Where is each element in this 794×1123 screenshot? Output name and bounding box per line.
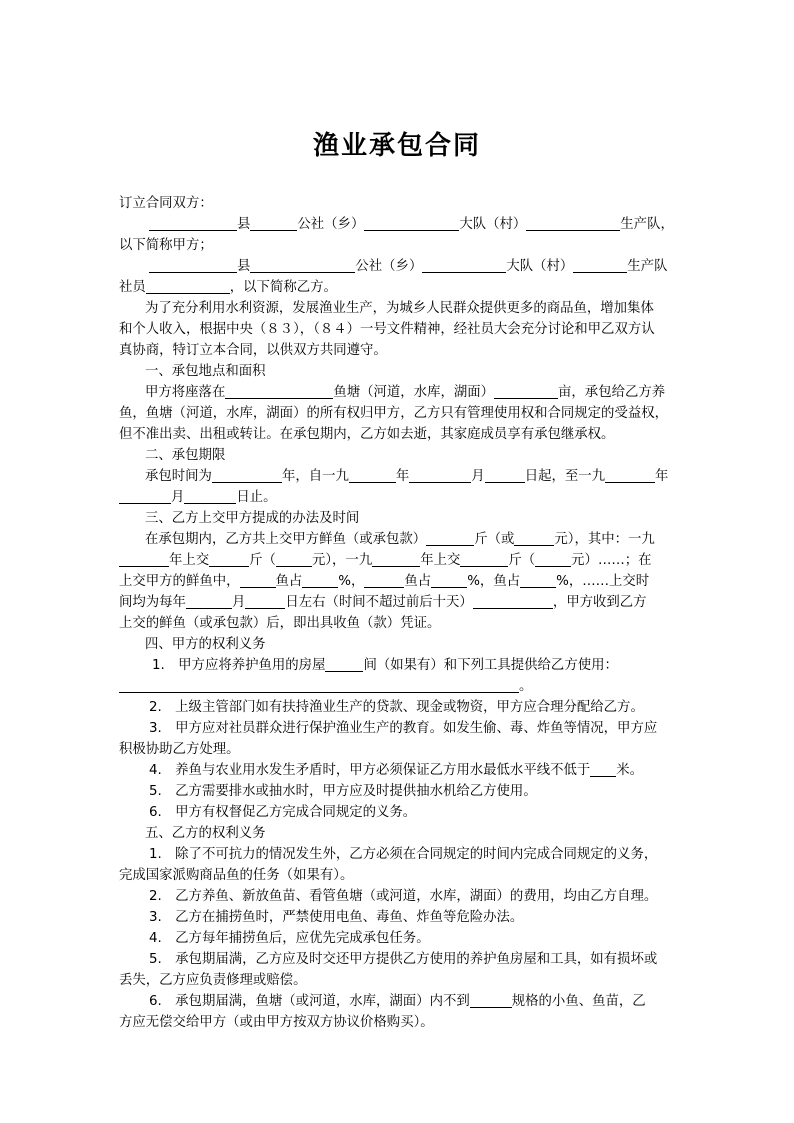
text-segment: 5. 乙方需要排水或抽水时，甲方应及时提供抽水机给乙方使用。	[149, 784, 537, 799]
text-segment: 四、甲方的权利义务	[145, 637, 266, 652]
fill-in-blank[interactable]	[240, 573, 276, 588]
text-line	[119, 362, 679, 382]
text-line	[119, 845, 679, 865]
text-line	[119, 572, 679, 592]
text-segment: 月	[231, 595, 246, 610]
text-segment: 年，自一九	[281, 469, 349, 484]
fill-in-blank[interactable]	[250, 216, 297, 231]
text-segment: 斤（	[249, 553, 276, 568]
fill-in-blank[interactable]	[535, 552, 571, 567]
text-line	[119, 593, 679, 613]
fill-in-blank[interactable]	[460, 552, 508, 567]
text-segment: 二、承包期限	[145, 448, 226, 463]
text-segment: 完成国家派购商品鱼的任务（如果有）。	[119, 868, 354, 883]
text-segment: 公社（乡）	[297, 217, 365, 232]
text-segment: 县	[237, 259, 251, 274]
fill-in-blank[interactable]	[409, 468, 471, 483]
fill-in-blank[interactable]	[325, 657, 363, 672]
text-line	[119, 299, 679, 319]
text-line	[119, 971, 679, 991]
fill-in-blank[interactable]	[526, 216, 620, 231]
text-line	[119, 530, 679, 550]
text-segment: 月	[471, 469, 485, 484]
text-segment: 日左右（时间不超过前后十天）	[285, 595, 473, 610]
text-line	[119, 761, 679, 781]
text-line	[119, 908, 679, 928]
text-segment: 积极协助乙方处理。	[119, 742, 240, 757]
fill-in-blank[interactable]	[149, 216, 237, 231]
fill-in-blank[interactable]	[422, 258, 506, 273]
text-segment: 和个人收入，根据中央（８３），（８４）一号文件精神，经社员大会充分讨论和甲乙双方认	[119, 322, 655, 337]
text-segment: 2. 乙方养鱼、新放鱼苗、看管鱼塘（或河道，水库，湖面）的费用，均由乙方自理。	[149, 889, 658, 904]
fill-in-blank[interactable]	[605, 468, 655, 483]
fill-in-blank[interactable]	[514, 531, 554, 546]
text-segment: 鱼塘（河道，水库，湖面）	[333, 385, 495, 400]
text-segment: 4. 乙方每年捕捞鱼后，应优先完成承包任务。	[149, 931, 430, 946]
text-segment: 县	[237, 217, 251, 232]
text-line	[119, 551, 679, 571]
text-segment: %，鱼占	[467, 574, 521, 589]
text-segment: 日起，至一九	[524, 469, 606, 484]
text-segment: 三、乙方上交甲方提成的办法及时间	[145, 511, 360, 526]
fill-in-blank[interactable]	[372, 552, 420, 567]
text-segment: 6. 甲方有权督促乙方完成合同规定的义务。	[149, 805, 417, 820]
fill-in-blank[interactable]	[349, 468, 396, 483]
text-segment: 亩，承包给乙方养	[558, 385, 666, 400]
text-segment: 真协商，特订立本合同，以供双方共同遵守。	[119, 343, 387, 358]
text-segment: 鱼，鱼塘（河道，水库，湖面）的所有权归甲方，乙方只有管理使用权和合同规定的受益权，	[119, 406, 669, 421]
fill-in-blank[interactable]	[302, 573, 338, 588]
text-segment: 斤（或	[474, 532, 515, 547]
fill-in-blank[interactable]	[364, 216, 459, 231]
text-segment: 斤（	[508, 553, 536, 568]
text-line	[119, 740, 679, 760]
text-segment: ，以下简称乙方。	[229, 280, 337, 295]
text-segment: 元），其中：一九	[554, 532, 655, 547]
text-line	[119, 824, 679, 844]
text-segment: 日止。	[236, 490, 277, 505]
text-segment: 元）……；在	[571, 553, 652, 568]
fill-in-blank[interactable]	[119, 552, 169, 567]
text-segment: 方应无偿交给甲方（或由甲方按双方协议价格购买）。	[119, 1015, 434, 1030]
text-segment: 年上交	[420, 553, 461, 568]
text-segment: 大队（村）	[506, 259, 574, 274]
text-line	[119, 887, 679, 907]
text-segment: 。	[519, 679, 533, 694]
text-segment: 年	[395, 469, 410, 484]
text-line	[119, 488, 679, 508]
text-segment: 1. 除了不可抗力的情况发生外，乙方必须在合同规定的时间内完成合同规定的义务，	[149, 847, 658, 862]
text-segment: 上交的鲜鱼（或承包款）后，即出具收鱼（款）凭证。	[119, 616, 441, 631]
text-segment: 以下简称甲方；	[119, 238, 213, 253]
fill-in-blank[interactable]	[473, 594, 553, 609]
text-line	[119, 656, 679, 676]
fill-in-blank[interactable]	[520, 573, 556, 588]
text-segment: 规格的小鱼、鱼苗，乙	[511, 994, 646, 1009]
fill-in-blank[interactable]	[186, 594, 232, 609]
fill-in-blank[interactable]	[494, 384, 558, 399]
text-segment: 米。	[616, 763, 644, 778]
text-segment: 承包时间为	[145, 469, 212, 484]
text-segment: 一、承包地点和面积	[145, 364, 266, 379]
fill-in-blank[interactable]	[245, 594, 285, 609]
text-segment: 五、乙方的权利义务	[145, 826, 266, 841]
text-segment: 5. 承包期届满，乙方应及时交还甲方提供乙方使用的养护鱼房屋和工具，如有损坏或	[149, 952, 658, 967]
fill-in-blank[interactable]	[119, 678, 519, 693]
text-line	[119, 320, 679, 340]
text-segment: 月	[171, 490, 185, 505]
text-segment: 在承包期内，乙方共上交甲方鲜鱼（或承包款）	[145, 532, 427, 547]
fill-in-blank[interactable]	[276, 552, 312, 567]
text-line	[119, 677, 679, 697]
text-line	[119, 614, 679, 634]
text-segment: 间（如果有）和下列工具提供给乙方使用：	[363, 658, 618, 673]
text-segment: 生产队	[627, 259, 668, 274]
text-segment: 1. 甲方应将养护鱼用的房屋	[152, 658, 326, 673]
text-segment: 年	[655, 469, 669, 484]
text-line	[119, 1013, 679, 1033]
text-line	[119, 194, 679, 214]
fill-in-blank[interactable]	[184, 489, 236, 504]
text-line	[119, 698, 679, 718]
text-line	[119, 866, 679, 886]
text-line	[119, 803, 679, 823]
text-segment: 公社（乡）	[355, 259, 423, 274]
text-line	[119, 236, 679, 256]
text-line	[119, 257, 679, 277]
text-line	[119, 509, 679, 529]
text-segment: 甲方将座落在	[145, 385, 226, 400]
text-segment: ，甲方收到乙方	[552, 595, 647, 610]
text-segment: 社员	[119, 280, 146, 295]
text-line	[119, 992, 679, 1012]
text-segment: 年上交	[169, 553, 210, 568]
text-segment: 大队（村）	[459, 217, 527, 232]
fill-in-blank[interactable]	[573, 258, 627, 273]
fill-in-blank[interactable]	[149, 258, 237, 273]
text-segment: 间均为每年	[119, 595, 186, 610]
fill-in-blank[interactable]	[209, 552, 249, 567]
fill-in-blank[interactable]	[470, 993, 512, 1008]
text-line	[119, 635, 679, 655]
document-title: 渔业承包合同	[312, 131, 481, 161]
text-segment: 为了充分利用水利资源，发展渔业生产，为城乡人民群众提供更多的商品鱼，增加集体	[145, 301, 654, 316]
text-segment: 上交甲方的鲜鱼中，	[119, 574, 240, 589]
text-line	[119, 278, 679, 298]
fill-in-blank[interactable]	[590, 762, 616, 777]
text-line	[119, 446, 679, 466]
text-segment: 但不准出卖、出租或转让。在承包期内，乙方如去逝，其家庭成员享有承包继承权。	[119, 427, 615, 442]
text-segment: 元），一九	[311, 553, 373, 568]
text-line	[119, 950, 679, 970]
text-segment: %，……上交时	[556, 574, 650, 589]
text-segment: 鱼占	[275, 574, 303, 589]
fill-in-blank[interactable]	[119, 489, 171, 504]
text-segment: %，	[338, 574, 365, 589]
fill-in-blank[interactable]	[225, 384, 333, 399]
fill-in-blank[interactable]	[146, 279, 230, 294]
fill-in-blank[interactable]	[426, 531, 474, 546]
text-segment: 4. 养鱼与农业用水发生矛盾时，甲方必须保证乙方用水最低水平线不低于	[149, 763, 591, 778]
fill-in-blank[interactable]	[431, 573, 467, 588]
text-segment: 2. 上级主管部门如有扶持渔业生产的贷款、现金或物资，甲方应合理分配给乙方。	[149, 700, 644, 715]
text-segment: 3. 甲方应对社员群众进行保护渔业生产的教育。如发生偷、毒、炸鱼等情况，甲方应	[149, 721, 658, 736]
text-segment: 丢失，乙方应负责修理或赔偿。	[119, 973, 307, 988]
fill-in-blank[interactable]	[250, 258, 355, 273]
text-line	[119, 719, 679, 739]
fill-in-blank[interactable]	[212, 468, 282, 483]
fill-in-blank[interactable]	[485, 468, 525, 483]
text-line	[119, 404, 679, 424]
text-line	[119, 383, 679, 403]
text-segment: 生产队，	[620, 217, 674, 232]
text-line	[119, 782, 679, 802]
text-line	[119, 467, 679, 487]
text-line	[119, 215, 679, 235]
fill-in-blank[interactable]	[364, 573, 404, 588]
text-line	[119, 929, 679, 949]
text-segment: 6. 承包期届满，鱼塘（或河道，水库，湖面）内不到	[149, 994, 470, 1009]
text-segment: 3. 乙方在捕捞鱼时，严禁使用电鱼、毒鱼、炸鱼等危险办法。	[149, 910, 524, 925]
text-line	[119, 341, 679, 361]
text-segment: 鱼占	[404, 574, 432, 589]
text-segment: 订立合同双方：	[119, 196, 213, 211]
text-line	[119, 425, 679, 445]
